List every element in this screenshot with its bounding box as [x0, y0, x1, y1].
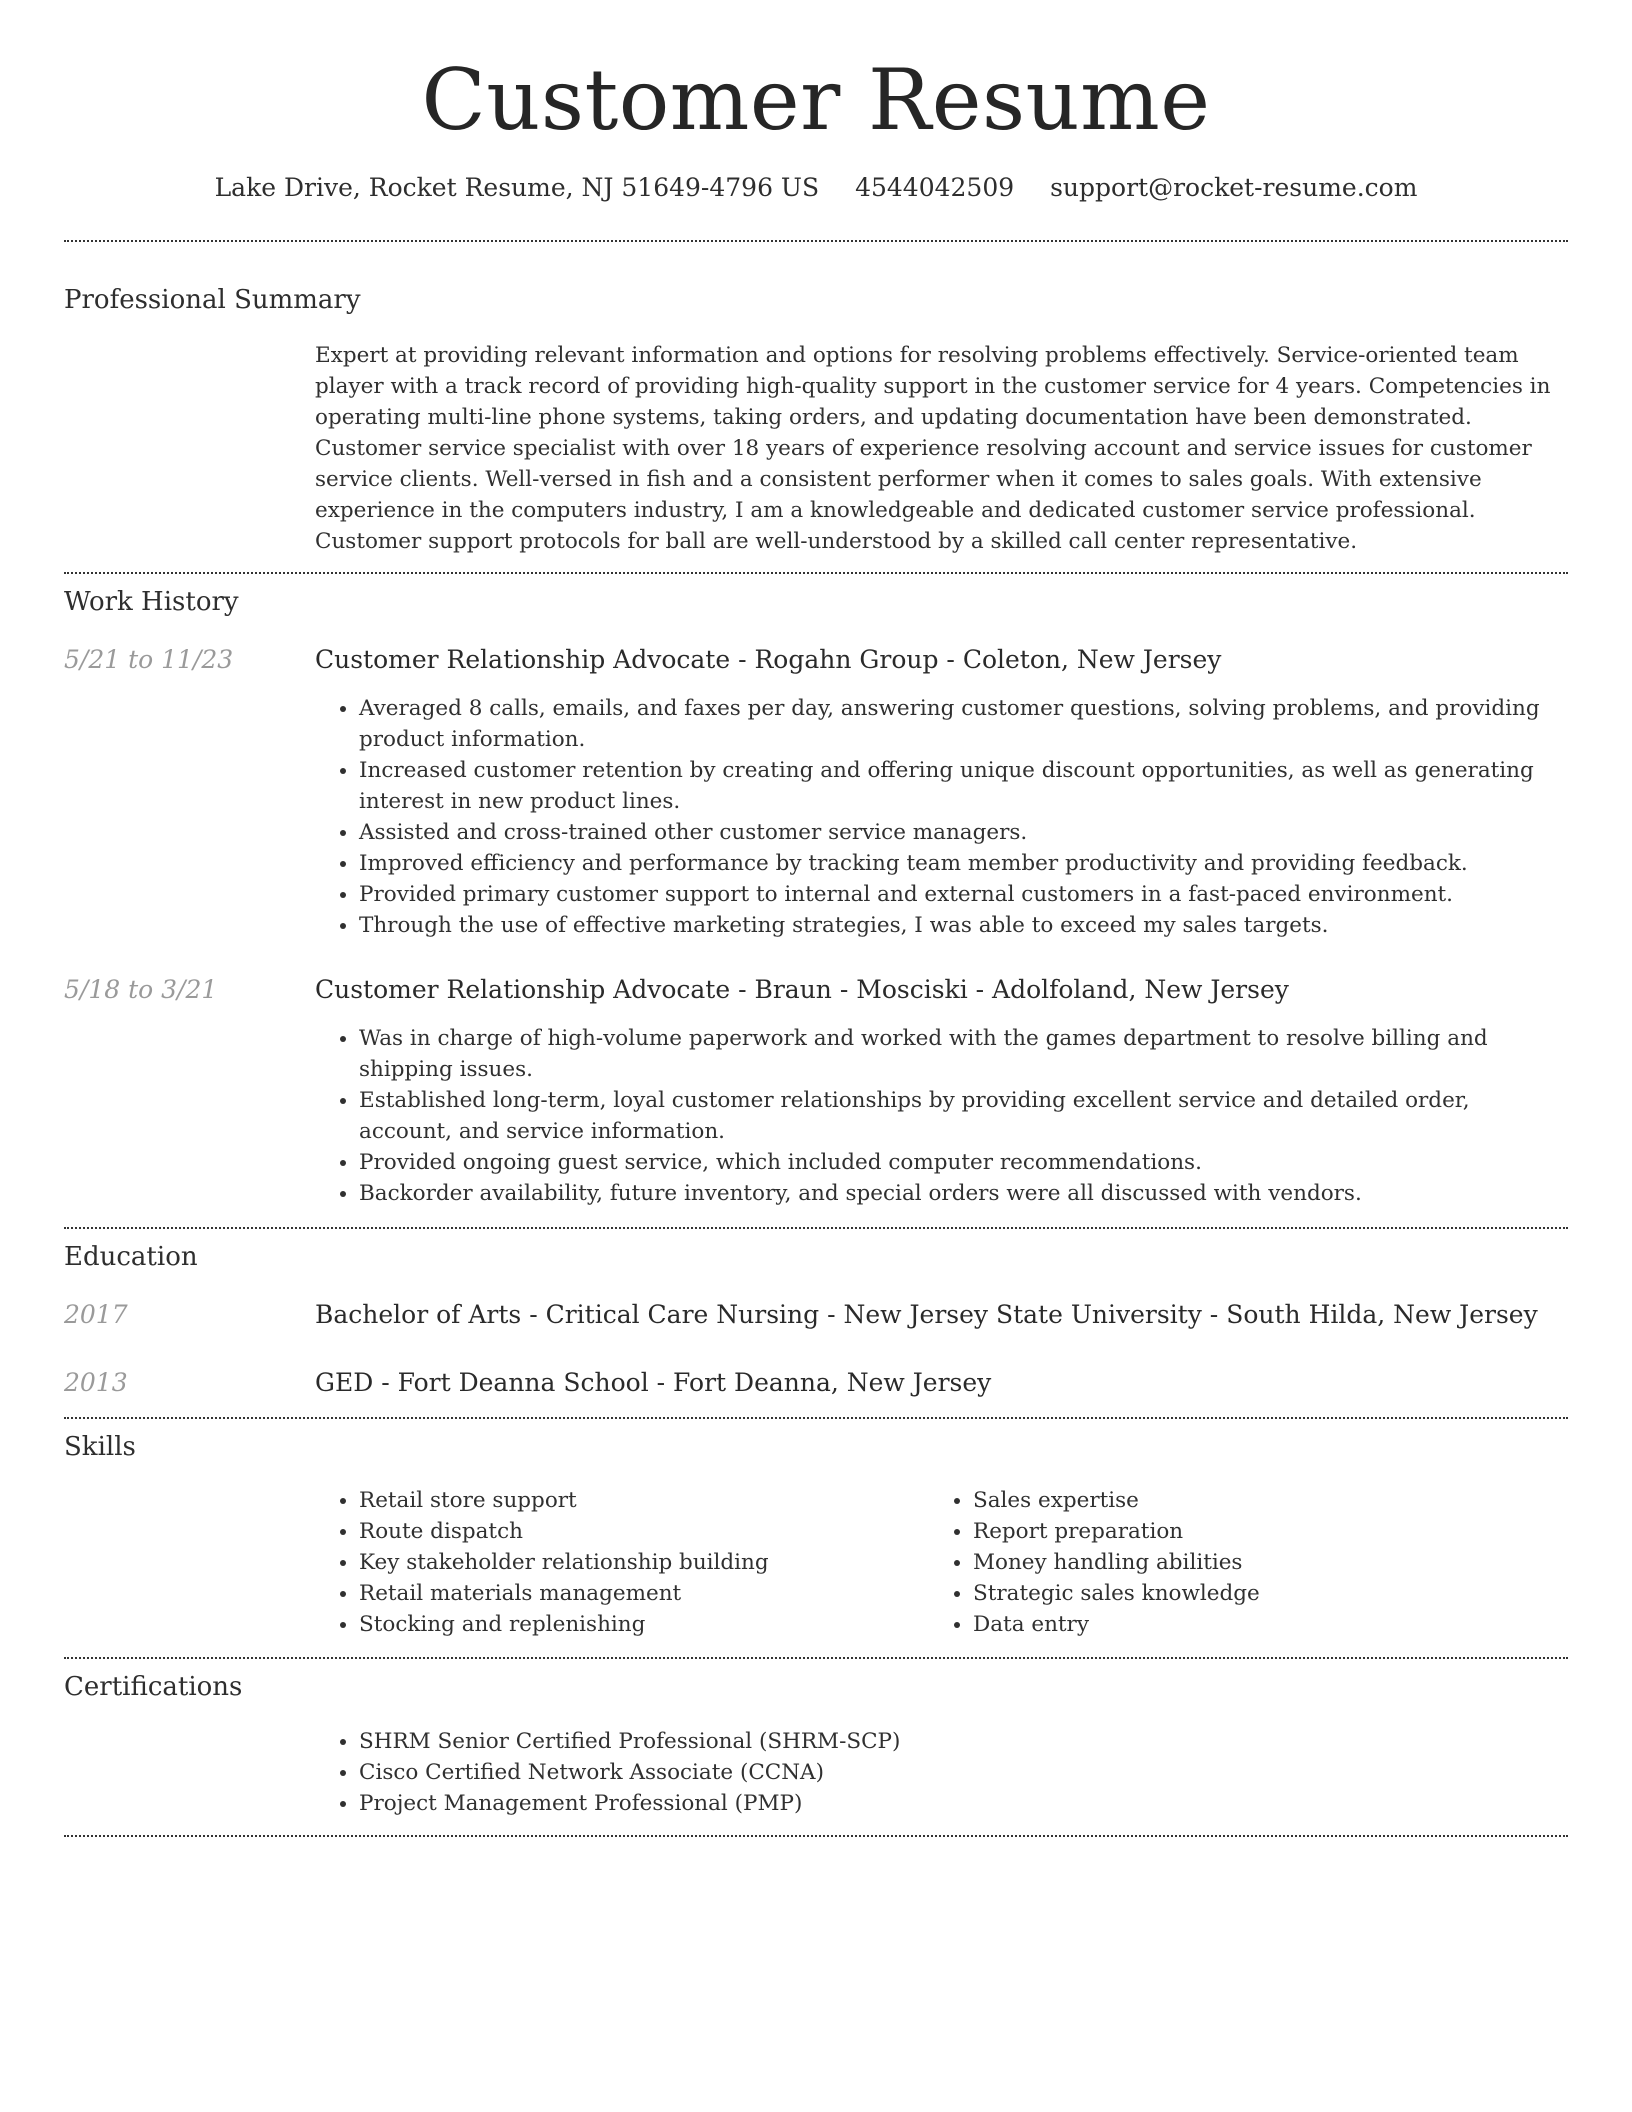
- education-heading: Education: [64, 1242, 198, 1272]
- list-item: • Sales expertise: [973, 1485, 1563, 1516]
- list-item: • Increased customer retention by creating and offering unique discount opportunities, as well as generating interest in new product lines.: [359, 755, 1565, 817]
- list-item: • Project Management Professional (PMP): [359, 1788, 1565, 1819]
- skills-heading: Skills: [64, 1432, 136, 1462]
- section-divider: [64, 1417, 1568, 1419]
- skills-list-left: [315, 1485, 919, 1640]
- list-item: • Money handling abilities: [973, 1547, 1563, 1578]
- section-divider: [64, 1835, 1568, 1837]
- education-year: 2017: [64, 1300, 128, 1329]
- list-item: • Backorder availability, future inventory, and special orders were all discussed with vendors.: [359, 1178, 1565, 1209]
- list-item: • Cisco Certified Network Associate (CCNA): [359, 1757, 1565, 1788]
- job-employer: - Braun - Mosciski - Adolfoland, New Jersey: [730, 975, 1289, 1004]
- education-degree: GED: [315, 1368, 374, 1397]
- list-item: • Through the use of effective marketing strategies, I was able to exceed my sales targets.: [359, 910, 1565, 941]
- education-degree: Bachelor of Arts - Critical Care Nursing: [315, 1300, 820, 1329]
- job-role: Customer Relationship Advocate: [315, 645, 731, 674]
- section-divider: [64, 572, 1568, 574]
- contact-phone: 4544042509: [855, 173, 1015, 202]
- list-item: • Key stakeholder relationship building: [359, 1547, 919, 1578]
- list-item: • Provided primary customer support to internal and external customers in a fast-paced environment.: [359, 879, 1565, 910]
- list-item: • Route dispatch: [359, 1516, 919, 1547]
- contact-line: [0, 170, 1632, 206]
- list-item: • Assisted and cross-trained other customer service managers.: [359, 817, 1565, 848]
- contact-email: support@rocket-resume.com: [1050, 173, 1418, 202]
- list-item: • Established long-term, loyal customer relationships by providing excellent service and detailed order, account, and service information.: [359, 1085, 1565, 1147]
- list-item: • Retail store support: [359, 1485, 919, 1516]
- education-school: - Fort Deanna School - Fort Deanna, New Jersey: [373, 1368, 992, 1397]
- job-duties-list: [315, 1023, 1565, 1209]
- section-divider: [64, 240, 1568, 242]
- list-item: • Retail materials management: [359, 1578, 919, 1609]
- job-role: Customer Relationship Advocate: [315, 975, 731, 1004]
- job-title: [315, 643, 1565, 677]
- summary-text: Expert at providing relevant information and options for resolving problems effectively. Service-oriented team player with a track record of providing high-quality support in the customer service for 4 years. Competencies in operating multi-line phone systems, taking orders, and updating documentation have been demonstrated. Customer service specialist with over 18 years of experience resolving account and service issues for customer service clients. Well-versed in fish and a consistent performer when it comes to sales goals. With extensive experience in the computers industry, I am a knowledgeable and dedicated customer service professional. Customer support protocols for ball are well-understood by a skilled call center representative.: [315, 343, 1551, 554]
- job-dates: 5/18 to 3/21: [64, 975, 218, 1004]
- list-item: • Strategic sales knowledge: [973, 1578, 1563, 1609]
- job-duties-list: [315, 693, 1565, 941]
- section-divider: [64, 1657, 1568, 1659]
- job-employer: - Rogahn Group - Coleton, New Jersey: [730, 645, 1222, 674]
- education-entry: [315, 1298, 1565, 1332]
- certifications-list: [315, 1726, 1565, 1819]
- work-history-heading: Work History: [64, 587, 239, 617]
- list-item: • Stocking and replenishing: [359, 1609, 919, 1640]
- list-item: • Improved efficiency and performance by tracking team member productivity and providing feedback.: [359, 848, 1565, 879]
- skills-list-right: [929, 1485, 1563, 1640]
- job-dates: 5/21 to 11/23: [64, 645, 234, 674]
- contact-address: Lake Drive, Rocket Resume, NJ 51649-4796 US: [214, 173, 820, 202]
- list-item: • Report preparation: [973, 1516, 1563, 1547]
- education-entry: [315, 1366, 1565, 1400]
- list-item: • Averaged 8 calls, emails, and faxes per day, answering customer questions, solving problems, and providing product information.: [359, 693, 1565, 755]
- resume-name: Customer Resume: [421, 51, 1211, 149]
- list-item: • Was in charge of high-volume paperwork and worked with the games department to resolve billing and shipping issues.: [359, 1023, 1565, 1085]
- education-year: 2013: [64, 1368, 128, 1397]
- certifications-heading: Certifications: [64, 1672, 243, 1702]
- list-item: • Data entry: [973, 1609, 1563, 1640]
- list-item: • Provided ongoing guest service, which included computer recommendations.: [359, 1147, 1565, 1178]
- section-divider: [64, 1227, 1568, 1229]
- education-school: - New Jersey State University - South Hilda, New Jersey: [819, 1300, 1538, 1329]
- job-title: [315, 973, 1565, 1007]
- list-item: • SHRM Senior Certified Professional (SHRM-SCP): [359, 1726, 1565, 1757]
- summary-heading: Professional Summary: [64, 285, 361, 315]
